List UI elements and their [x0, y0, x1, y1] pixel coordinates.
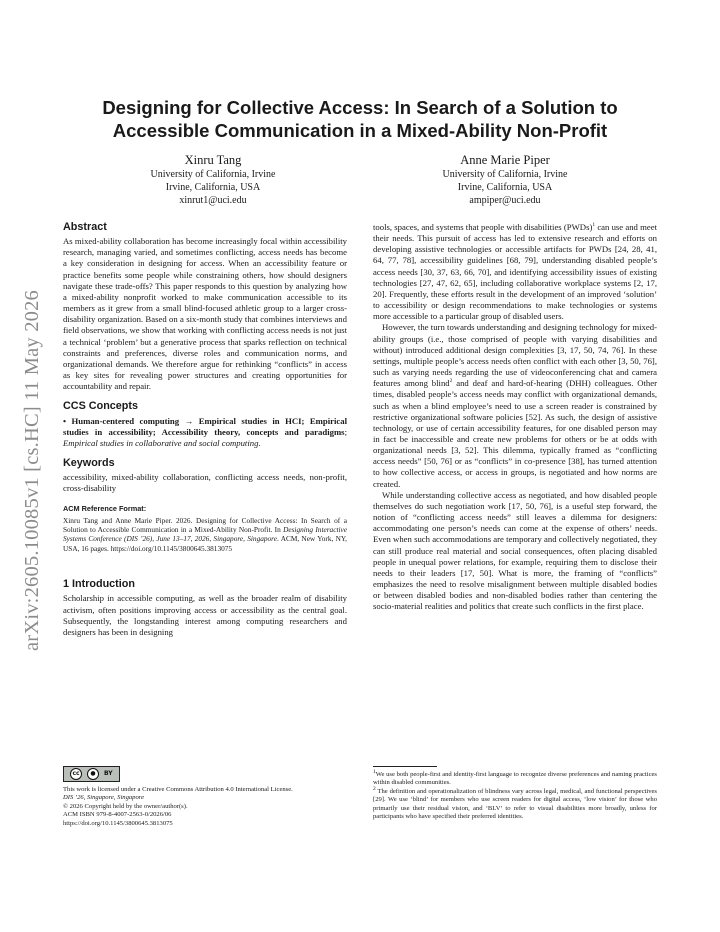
cc-icon: cc [70, 768, 82, 780]
footnote-ref-1[interactable]: 1 [592, 222, 596, 229]
ccs-bold: • Human-centered computing → Empirical studies in HCI; Empirical studies in accessibility; Accessibility theory, concepts and paradigms [63, 415, 347, 437]
author-location: Irvine, California, USA [165, 182, 261, 193]
author-name: Anne Marie Piper [460, 153, 550, 167]
paper-title: Designing for Collective Access: In Search of a Solution to Accessible Communication in a Mixed-Ability Non-Profit [102, 97, 618, 141]
acm-ref-venue: Designing Interactive Systems Conference (DIS ’26), June 13–17, 2026, Singapore, Singapore [63, 525, 347, 544]
ccs-sep: ; [344, 426, 347, 437]
author-block-1 [63, 152, 363, 207]
ccs-italic: Empirical studies in collaborative and social computing [63, 437, 259, 448]
arxiv-id: arXiv:2605.10085v1 [cs.HC] 11 May 2026 [20, 289, 43, 651]
copyright-line: © 2026 Copyright held by the owner/author(s). [63, 802, 188, 810]
intro-paragraph-cont: tools, spaces, and systems that people with disabilities (PWDs)$^1$ can use and meet their needs. This pursuit of access has led to extensive research and efforts on developing assistive technologies or accessible artifacts for PWDs [24, 28, 41, 64, 77, 78], accessibility guidelines [68, 79], understanding disabled people’s access needs [30, 37, 63, 66, 70], and identifying accessibility issues of existing technologies [27, 47, 62, 65], including collaborative workplace systems [2, 17, 20]. Frequently, these efforts result in the development of an improved ‘solution’ to accessibility or design recommendations to make technologies or systems more accessible to a particular group of disabled users. [373, 222, 657, 322]
isbn-line: ACM ISBN 979-8-4007-2563-0/2026/06 [63, 811, 172, 819]
acm-ref-post: . ACM, New York, NY, USA, 16 pages. https://doi.org/10.1145/3800645.3813075 [63, 534, 348, 553]
ccs-end: . [258, 437, 261, 448]
ccs-concepts [63, 416, 347, 449]
footnotes [373, 766, 657, 821]
abstract-text: As mixed-ability collaboration has become increasingly focal within accessibility research, managing varied, and sometimes conflicting, access needs has become a key consideration in designing for access. When an accessibility feature or practice benefits some people while constraining others, how should designers navigate these trade-offs? This paper responds to this question by analyzing how a mixed-ability nonprofit worked to make communication accessible to its members as it grew from a small blind-focused athletic group to a larger cross-disability organization. Based on a six-month study that combines interviews and field observations, we show that working with conflicting access needs is not just a technical ‘problem’ but a generative process that sparks reflection on technical constraints and preferences, diverse roles and communication norms, and organizational demands. We therefore argue for rethinking “conflicts” in access as key sites for revealing power structures and creating opportunities for accountability and repair. [63, 236, 347, 392]
keywords-heading: Keywords [63, 456, 115, 469]
footnote-2: $^2$ The definition and operationalization of blindness vary across legal, medical, and functional perspectives [29]. We use ‘blind’ for members who use screen readers for digital access, ‘low vision’ for those who primarily use their residual vision, and ‘BLV’ to refer to visual disabilities more broadly, unless for participants who have specified their preferred identities. [373, 785, 657, 821]
abstract-heading: Abstract [63, 221, 107, 233]
author-affiliation: University of California, Irvine [442, 169, 568, 180]
right-column [373, 222, 657, 612]
acm-ref-pre: Xinru Tang and Anne Marie Piper. 2026. Designing for Collective Access: In Search of a Solution to Accessible Communication in a Mixed-Ability Non-Profit. In [63, 515, 347, 534]
license-text: This work is licensed under a Creative Commons Attribution 4.0 International License. [63, 786, 293, 793]
left-column [63, 222, 347, 638]
by-icon: ● [87, 768, 99, 780]
footnote-ref-2[interactable]: 2 [449, 378, 453, 385]
cc-by-badge[interactable] [63, 766, 120, 782]
intro-paragraph: Scholarship in accessible computing, as well as the broader realm of disability activism, often positions improving access or accessibility as the central goal. Subsequently, the longstanding interest among computing researchers and designers has been in designing [63, 593, 347, 637]
author-email[interactable]: xinrut1@uci.edu [179, 195, 247, 206]
doi-link[interactable]: https://doi.org/10.1145/3800645.3813075 [63, 819, 173, 827]
intro-paragraph-3: While understanding collective access as negotiated, and how disabled people themselves do such negotiation work [17, 50, 76], is a useful step forward, the notion of “conflicting access needs” still leaves a dilemma for designers: accommodating one person’s needs can come at the expense of others’ needs. Even when such accommodations are temporary and collectively negotiated, they can still produce real material and social consequences, often placing disabled people in unequal power relations, for example, requiring them to disclose their needs to their leaders [17, 50]. What is more, the framing of “conflicts” emphasizes the need to resolve misalignment between multiple disabled bodies or between disabled bodies and non-disabled bodies rather than centering the socio-material realities and politics that create such conflicts in the first place. [373, 489, 657, 612]
acm-ref-heading: ACM Reference Format: [63, 504, 147, 514]
author-location: Irvine, California, USA [457, 182, 553, 193]
intro-heading: 1 Introduction [63, 578, 135, 591]
acm-reference [63, 516, 347, 554]
intro-paragraph-2: However, the turn towards understanding and designing technology for mixed-ability groups (i.e., those comprised of people with varying disabilities and without) introduced additional design complexities [3, 17, 50, 74, 76]. In these settings, multiple people’s access needs often conflict with each other [3, 50, 76], such as varying needs regarding the use of videoconferencing chat and camera features among blind$^2$ and deaf and hard-of-hearing (DHH) colleagues. Other times, disabled people’s access needs may conflict with organizational demands, such as when a blind employee’s need to use a screen reader is constrained by restrictive organizational software policies [52]. As such, the design of assistive technology, or use of certain accessibility features, for one disabled person may in fact be inaccessible and create new problems for others or be at odds with organizational needs [3, 52]. This dilemma, typically framed as “conflicting access needs” [50, 76] or as “conflicts” in co-presence [38], has turned attention to how collective access, or access in groups, is negotiated and how norms are created. [373, 322, 657, 489]
ccs-heading: CCS Concepts [63, 400, 138, 413]
conference-line: DIS ’26, Singapore, Singapore [63, 794, 145, 802]
author-block-2 [355, 152, 655, 207]
by-label: BY [104, 769, 113, 777]
arxiv-watermark [12, 260, 52, 680]
author-email[interactable]: ampiper@uci.edu [469, 195, 541, 206]
author-name: Xinru Tang [184, 153, 242, 167]
license-block [63, 766, 347, 828]
footnote-rule [373, 766, 437, 767]
footnote-1: $^1$We use both people-first and identity-first language to recognize diverse preferences and naming practices within disabled communities. [373, 768, 657, 787]
keywords-text: accessibility, mixed-ability collaboration, conflicting access needs, non-profit, cross-disability [63, 472, 347, 494]
author-affiliation: University of California, Irvine [150, 169, 276, 180]
